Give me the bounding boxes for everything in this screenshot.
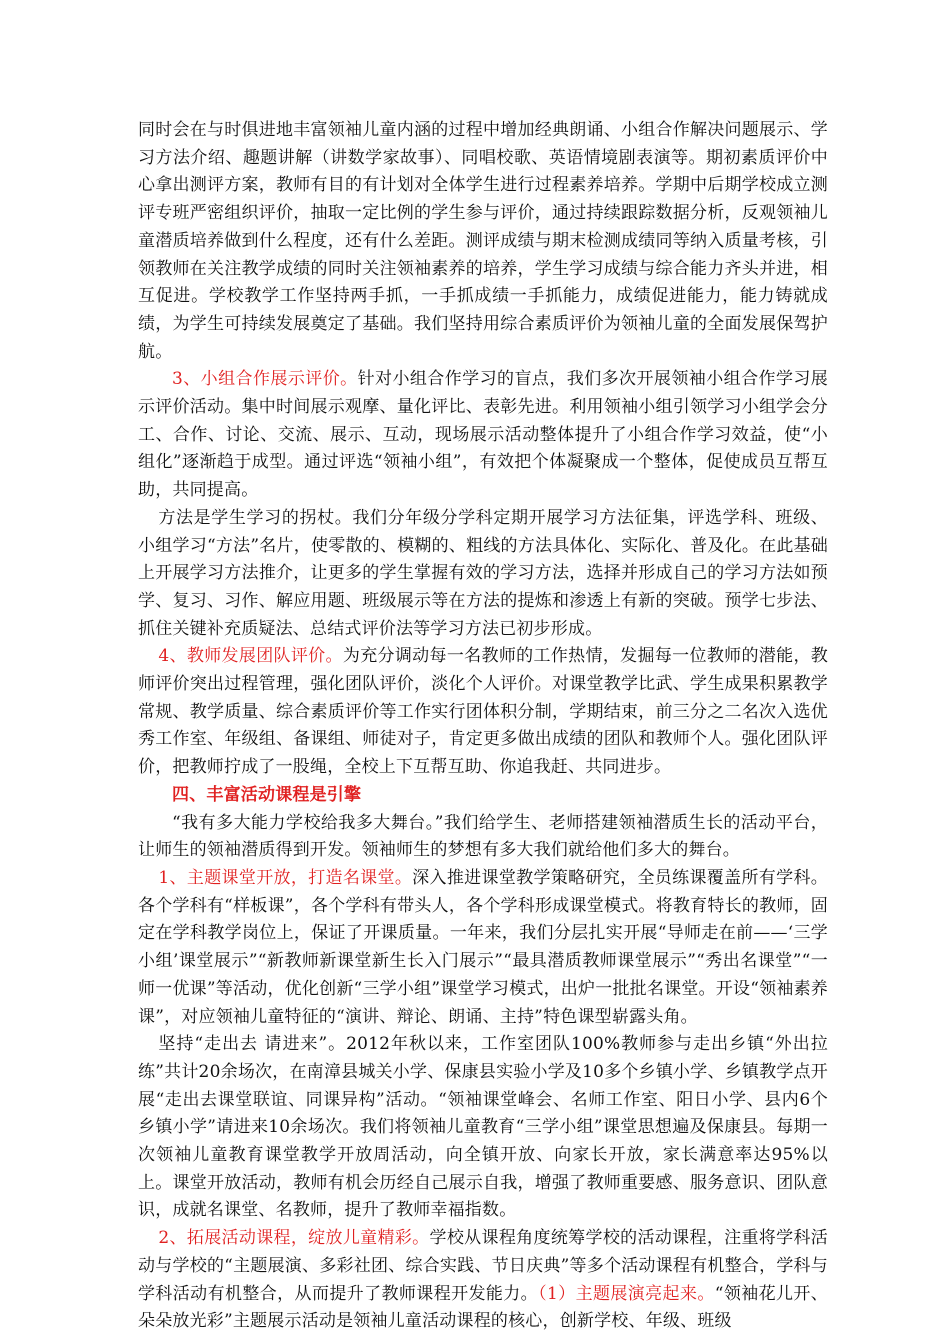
paragraph-4 [138,643,828,782]
paragraph-3: 方法是学生学习的拐杖。我们分年级分学科定期开展学习方法征集，评选学科、班级、小组学习“方法”名片，使零散的、模糊的、粗线的方法具体化、实际化、普及化。在此基础上开展学习方法推介，让更多的学生掌握有效的学习方法，选择并形成自己的学习方法如预学、复习、习作、解应用题、班级展示等在方法的提炼和渗透上有新的突破。预学七步法、抓住关键补充质疑法、总结式评价法等学习方法已初步形成。 [138,507,828,639]
subsection-1-body: 深入推进课堂教学策略研究，全员练课覆盖所有学科。各个学科有“样板课”，各个学科有带头人，各个学科形成课堂模式。将教育特长的教师，固定在学科教学岗位上，保证了开课质量。一年来，我们分层扎实开展“导师走在前——‘三学小组’课堂展示”“新教师新课堂新生长入门展示”“最具潜质教师课堂展示”“秀出名课堂”“一师一优课”等活动，优化创新“三学小组”课堂学习模式，出炉一批批名课堂。开设“领袖素养课”，对应领袖儿童特征的“演讲、辩论、朗诵、主持”特色课型崭露头角。 [138,867,828,1027]
paragraph-2 [138,366,828,505]
paragraph-6 [138,865,828,1031]
section-3-body: 针对小组合作学习的盲点，我们多次开展领袖小组合作学习展示评价活动。集中时间展示观摩、量化评比、表彰先进。利用领袖小组引领学习小组学会分工、合作、讨论、交流、展示、互动，现场展示活动整体提升了小组合作学习效益，使“小组化”逐渐趋于成型。通过评选“领袖小组”，有效把个体凝聚成一个整体，促使成员互帮互助，共同提高。 [138,369,829,501]
subsection-2-item-1-title: （1）主题展演亮起来。 [538,1283,715,1304]
section-4-body: 为充分调动每一名教师的工作热情，发掘每一位教师的潜能，教师评价突出过程管理，强化团队评价，淡化个人评价。对课堂教学比武、学生成果积累教学常规、教学质量、综合素质评价等工作实行团体积分制，学期结束，前三分之二名次入选优秀工作室、年级组、备课组、师徒对子，肯定更多做出成绩的团队和教师个人。强化团队评价，把教师拧成了一股绳，全校上下互帮互助、你追我赶、共同进步。 [138,646,828,778]
section-4-title: 4、教师发展团队评价。 [158,646,343,667]
subsection-2-body: 学校从课程角度统筹学校的活动课程，注重将学科活动与学校的“主题展演、多彩社团、综合实践、节日庆典”等多个活动课程有机整合，学科与学科活动有机整合，从而提升了教师课程开发能力。 [138,1228,829,1304]
subsection-1-title: 1、主题课堂开放，打造名课堂。 [158,867,413,888]
paragraph-5: “我有多大能力学校给我多大舞台。”我们给学生、老师搭建领袖潜质生长的活动平台，让师生的领袖潜质得到开发。领袖师生的梦想有多大我们就给他们多大的舞台。 [138,812,828,861]
paragraph-7: 坚持“走出去 请进来”。2012年秋以来，工作室团队100%教师参与走出乡镇“外出拉练”共计20余场次，在南漳县城关小学、保康县实验小学及10多个乡镇小学、乡镇教学点开展“走出去课堂联谊、同课异构”活动。“领袖课堂峰会、名师工作室、阳日小学、县内6个乡镇小学”请进来10余场次。我们将领袖儿童教育“三学小组”课堂思想遍及保康县。每期一次领袖儿童教育课堂教学开放周活动，向全镇开放、向家长开放，家长满意率达95%以上。课堂开放活动，教师有机会历经自己展示自我，增强了教师重要感、服务意识、团队意识，成就名课堂、名教师，提升了教师幸福指数。 [138,1034,828,1221]
document-page [138,117,828,1336]
paragraph-8 [138,1225,828,1336]
subsection-2-title: 2、拓展活动课程，绽放儿童精彩。 [158,1228,430,1249]
heading-four: 四、丰富活动课程是引擎 [172,784,362,805]
section-3-title: 3、小组合作展示评价。 [172,369,358,390]
subsection-2-item-1-body: “领袖花儿开、朵朵放光彩”主题展示活动是领袖儿童活动课程的核心，创新学校、年级、班级 [138,1283,828,1332]
paragraph-1: 同时会在与时俱进地丰富领袖儿童内涵的过程中增加经典朗诵、小组合作解决问题展示、学习方法介绍、趣题讲解（讲数学家故事）、同唱校歌、英语情境剧表演等。期初素质评价中心拿出测评方案，教师有目的有计划对全体学生进行过程素养培养。学期中后期学校成立测评专班严密组织评价，抽取一定比例的学生参与评价，通过持续跟踪数据分析，反观领袖儿童潜质培养做到什么程度，还有什么差距。测评成绩与期末检测成绩同等纳入质量考核，引领教师在关注教学成绩的同时关注领袖素养的培养，学生学习成绩与综合能力齐头并进，相互促进。学校教学工作坚持两手抓，一手抓成绩一手抓能力，成绩促进能力，能力铸就成绩，为学生可持续发展奠定了基础。我们坚持用综合素质评价为领袖儿童的全面发展保驾护航。 [138,120,828,362]
